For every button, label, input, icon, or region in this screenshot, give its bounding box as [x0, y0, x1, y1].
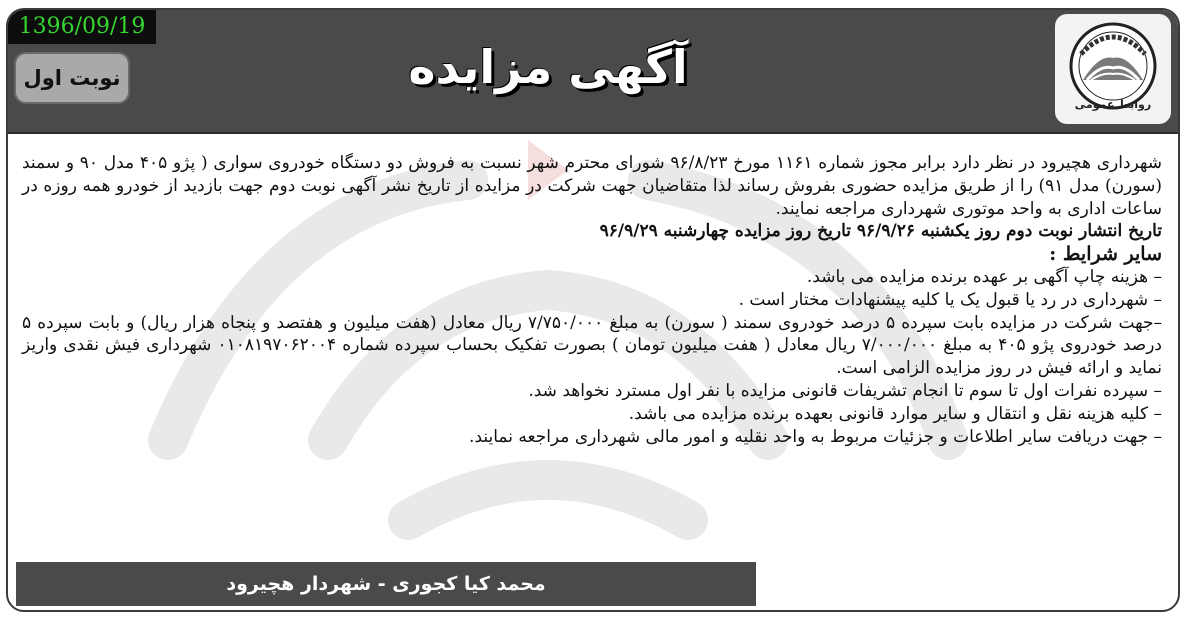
municipality-logo	[1055, 14, 1171, 124]
notice-title: آگهی مزایده	[408, 40, 688, 94]
logo-caption: روابط عمومی	[1074, 98, 1152, 111]
signature-bar: محمد کیا کجوری - شهردار هچیرود	[16, 562, 756, 606]
condition-item: – جهت دریافت سایر اطلاعات و جزئیات مربوط به واحد نقلیه و امور مالی شهرداری مراجعه نمایند.	[469, 426, 1162, 447]
notice-header	[8, 10, 1178, 134]
notice-frame	[6, 8, 1180, 612]
round-badge: نوبت اول	[14, 52, 130, 104]
notice-body	[22, 152, 1162, 448]
condition-item: –جهت شرکت در مزایده بابت سپرده ۵ درصد خودروی سمند ( سورن) به مبلغ ۷/۷۵۰/۰۰۰ ریال معادل (هفت میلیون و هفتصد و پنجاه هزار ریال) و بابت سپرده ۵ درصد خودروی پژو ۴۰۵ به مبلغ ۷/۰۰۰/۰۰۰ ریال معادل ( هفت میلیون تومان ) بصورت تفکیک بحساب سپرده شماره ۰۱۰۸۱۹۷۰۶۲۰۰۴ شهرداری فیش نقدی واریز نماید و ارائه فیش در روز مزایده الزامی است.	[22, 312, 1163, 379]
condition-item: – کلیه هزینه نقل و انتقال و سایر موارد قانونی بعهده برنده مزایده می باشد.	[628, 403, 1162, 424]
notice-intro: شهرداری هچیرود در نظر دارد برابر مجوز شماره ۱۱۶۱ مورخ ۹۶/۸/۲۳ شورای محترم شهر نسبت به فروش دو دستگاه خودروی سواری ( پژو ۴۰۵ مدل ۹۰ و سمند (سورن) مدل ۹۱) را از طریق مزایده حضوری بفروش رساند لذا متقاضیان جهت شرکت در مزایده از تاریخ نشر آگهی نوبت دوم جهت بازدید از خودرو همه روزه در ساعات اداری به واحد موتوری شهرداری مراجعه نمایند.	[22, 153, 1162, 219]
notice-dates: تاریخ انتشار نوبت دوم روز یکشنبه ۹۶/۹/۲۶ تاریخ روز مزایده چهارشنبه ۹۶/۹/۲۹	[599, 221, 1162, 242]
publish-date: 1396/09/19	[8, 10, 156, 44]
conditions-heading: سایر شرایط :	[1049, 243, 1162, 266]
condition-item: – شهرداری در رد یا قبول یک یا کلیه پیشنهادات مختار است .	[738, 289, 1162, 310]
condition-item: – سپرده نفرات اول تا سوم تا انجام تشریفات قانونی مزایده با نفر اول مسترد نخواهد شد.	[528, 380, 1162, 401]
condition-item: – هزینه چاپ آگهی بر عهده برنده مزایده می باشد.	[806, 266, 1162, 287]
